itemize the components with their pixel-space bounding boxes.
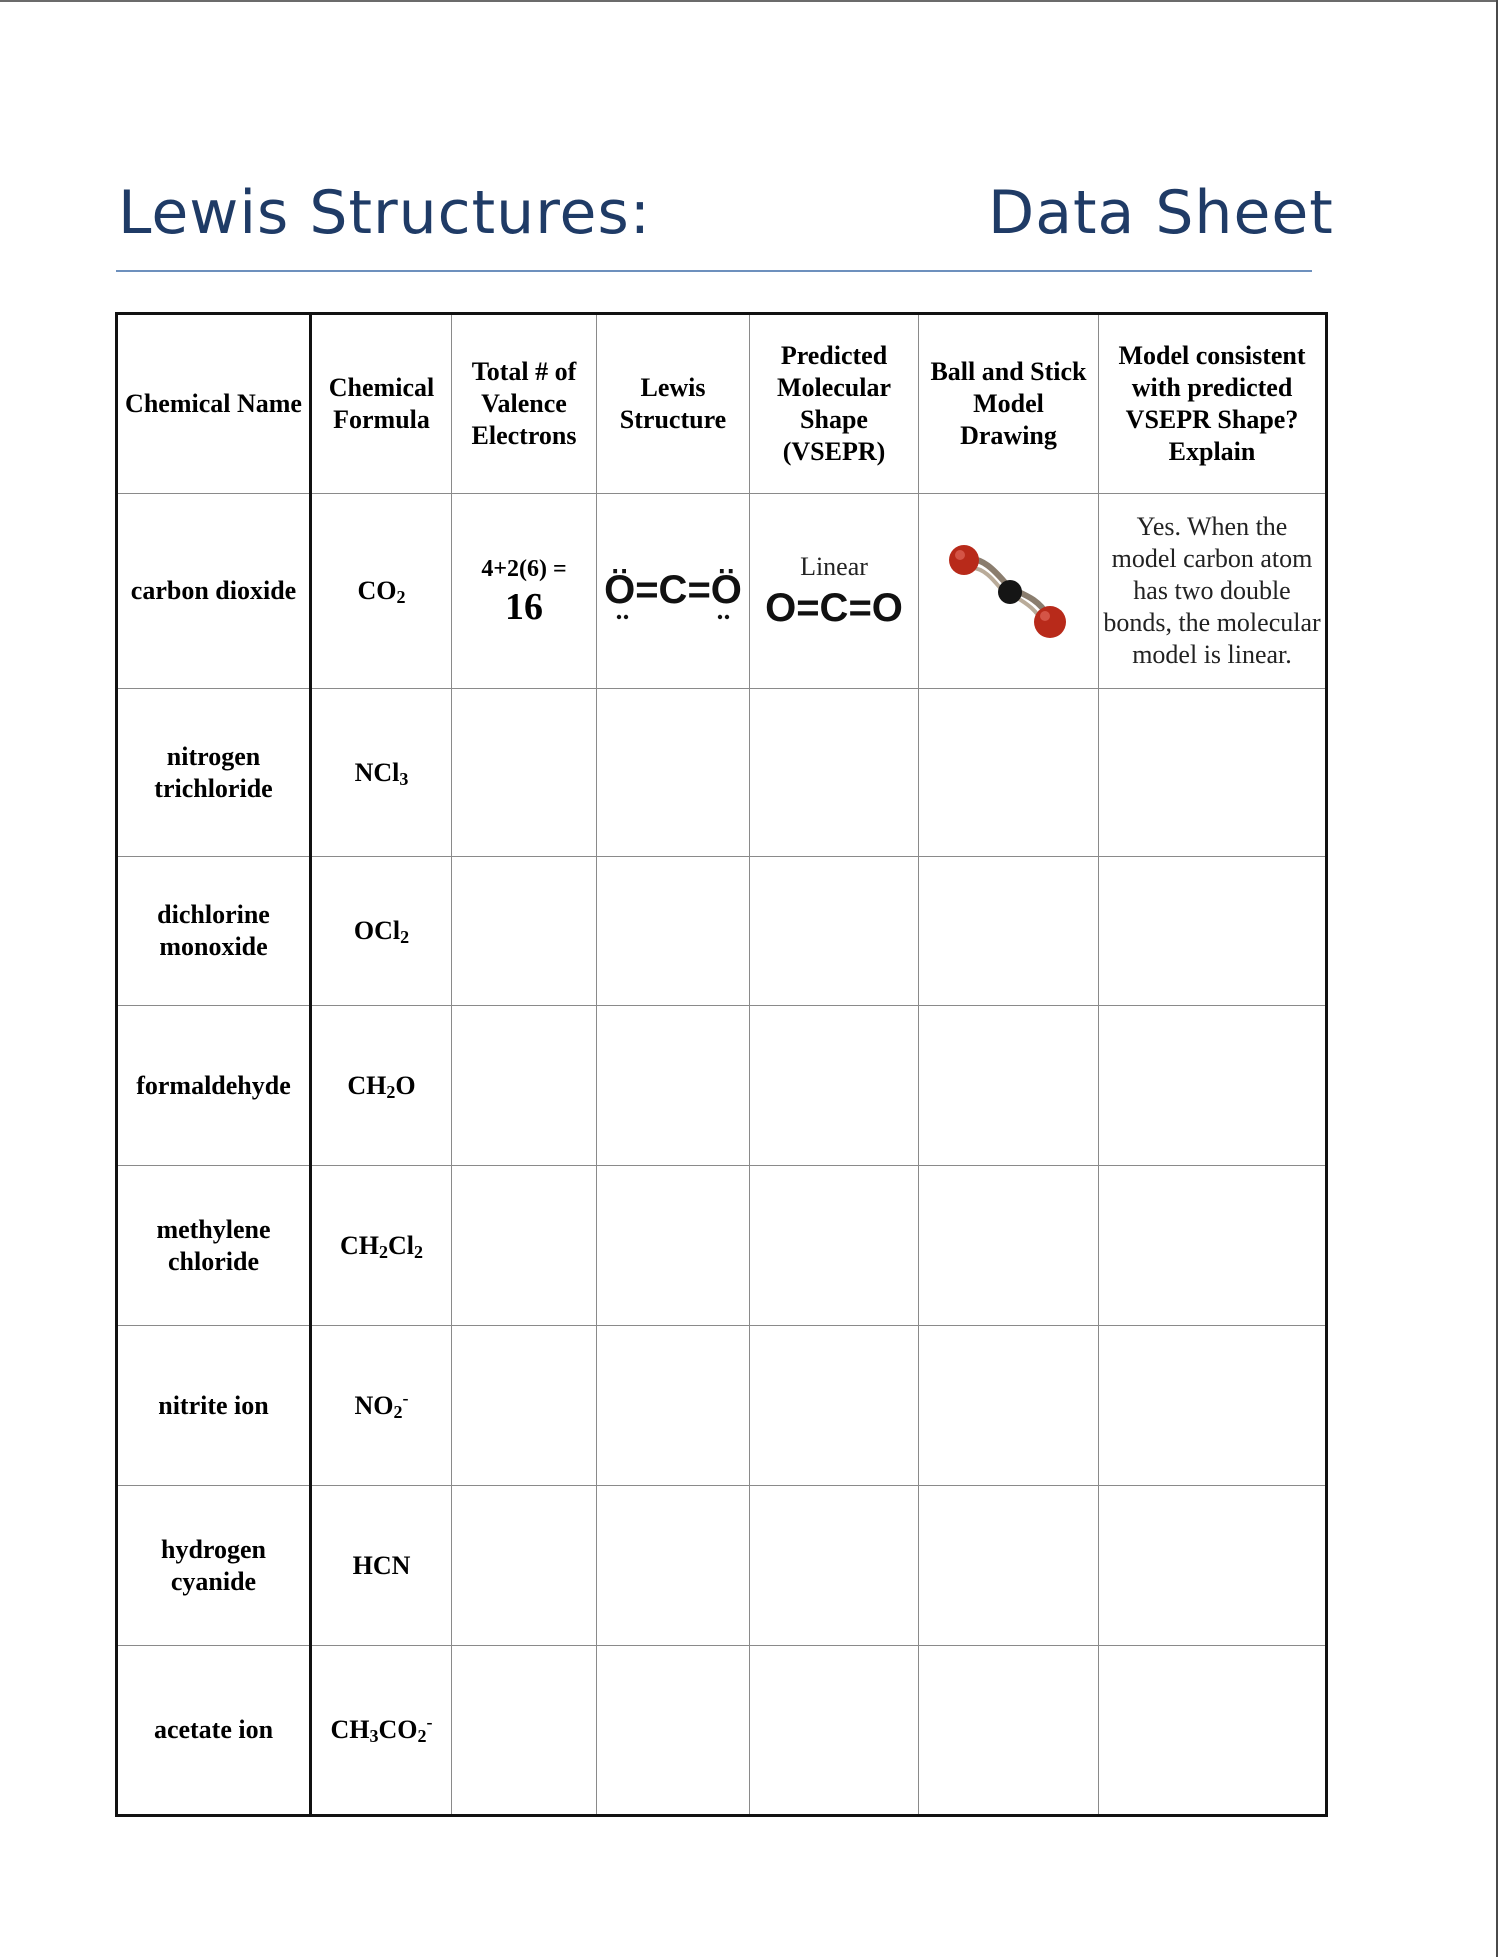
chemical-name-cell: nitrogen trichloride	[117, 689, 311, 857]
predicted-shape-cell[interactable]	[750, 1646, 919, 1816]
table-row	[117, 494, 1327, 689]
chemical-formula-cell	[311, 857, 452, 1006]
page-subtitle: Data Sheet	[988, 178, 1334, 248]
explanation-cell[interactable]	[1099, 689, 1327, 857]
formula-part: -	[402, 1387, 409, 1408]
explanation-cell[interactable]: Yes. When the model carbon atom has two double bonds, the molecular model is linear.	[1099, 494, 1327, 689]
chemical-name-cell: nitrite ion	[117, 1326, 311, 1486]
chemical-name-cell: acetate ion	[117, 1646, 311, 1816]
formula-part: 2	[396, 587, 406, 607]
formula-part: OCl	[353, 916, 401, 945]
formula-part: Cl	[388, 1230, 414, 1260]
chemical-formula-cell	[311, 1486, 452, 1646]
data-sheet-table	[115, 312, 1328, 1817]
chemical-formula-cell	[311, 1326, 452, 1486]
valence-cell[interactable]	[452, 1486, 597, 1646]
predicted-shape-cell[interactable]	[750, 857, 919, 1006]
ball-stick-cell[interactable]	[919, 1166, 1099, 1326]
ball-stick-cell[interactable]	[919, 857, 1099, 1006]
explanation-cell[interactable]	[1099, 1166, 1327, 1326]
predicted-shape-cell[interactable]	[750, 494, 919, 689]
valence-total: 16	[505, 586, 543, 628]
formula-part: O	[395, 1070, 416, 1100]
formula-part: 2	[417, 1726, 427, 1746]
column-header-model: Ball and Stick Model Drawing	[919, 314, 1099, 494]
chemical-formula-cell	[311, 1006, 452, 1166]
table-row	[117, 1166, 1327, 1326]
column-header-formula: Chemical Formula	[311, 314, 452, 494]
formula-part: 3	[369, 1726, 379, 1746]
lewis-structure-text: Ö=C=Ö	[604, 568, 742, 612]
lewis-structure-cell[interactable]	[597, 1006, 750, 1166]
formula-part: 2	[386, 1081, 396, 1102]
predicted-shape-cell[interactable]	[750, 1326, 919, 1486]
lewis-structure-cell[interactable]	[597, 494, 750, 689]
column-header-shape: Predicted Molecular Shape (VSEPR)	[750, 314, 919, 494]
formula-part: CH	[347, 1070, 387, 1100]
explanation-cell[interactable]	[1099, 857, 1327, 1006]
explanation-cell[interactable]	[1099, 1646, 1327, 1816]
formula-part: CH	[340, 1230, 379, 1260]
valence-cell[interactable]	[452, 1646, 597, 1816]
formula-part: NCl	[354, 757, 400, 787]
column-header-lewis: Lewis Structure	[597, 314, 750, 494]
lewis-structure-cell[interactable]	[597, 1646, 750, 1816]
column-header-explain: Model consistent with predicted VSEPR Shape? Explain	[1099, 314, 1327, 494]
explanation-cell[interactable]	[1099, 1326, 1327, 1486]
shape-formula: O=C=O	[765, 586, 903, 630]
lewis-structure-cell[interactable]	[597, 1486, 750, 1646]
table-row	[117, 1006, 1327, 1166]
chemical-formula-cell	[311, 1646, 452, 1816]
page-edge-top	[0, 0, 1498, 2]
formula-part: 2	[400, 927, 410, 947]
chemical-name-cell: carbon dioxide	[117, 494, 311, 689]
chemical-name-cell: dichlorine monoxide	[117, 857, 311, 1006]
shape-name: Linear	[800, 552, 868, 581]
ball-stick-cell[interactable]	[919, 1326, 1099, 1486]
chemical-name-cell: methylene chloride	[117, 1166, 311, 1326]
valence-cell[interactable]	[452, 1326, 597, 1486]
page-title: Lewis Structures:	[118, 178, 651, 248]
table-row	[117, 1486, 1327, 1646]
valence-cell[interactable]	[452, 1166, 597, 1326]
formula-part: HCN	[352, 1550, 411, 1580]
predicted-shape-cell[interactable]	[750, 1166, 919, 1326]
formula-part: -	[426, 1712, 433, 1732]
chemical-name-cell: formaldehyde	[117, 1006, 311, 1166]
formula-part: 2	[379, 1241, 388, 1262]
chemical-formula-cell	[311, 1166, 452, 1326]
formula-part: CO	[357, 576, 397, 605]
explanation-cell[interactable]	[1099, 1486, 1327, 1646]
lewis-structure-cell[interactable]	[597, 1166, 750, 1326]
valence-expression: 4+2(6) =	[481, 556, 567, 582]
lewis-structure-cell[interactable]	[597, 857, 750, 1006]
table-row	[117, 857, 1327, 1006]
header-row	[117, 314, 1327, 494]
formula-part: 2	[393, 1401, 403, 1422]
ball-stick-cell[interactable]	[919, 1486, 1099, 1646]
table-row	[117, 1646, 1327, 1816]
chemical-formula-cell	[311, 689, 452, 857]
valence-cell[interactable]	[452, 494, 597, 689]
formula-part: CO	[378, 1715, 418, 1744]
chemical-name-cell: hydrogen cyanide	[117, 1486, 311, 1646]
column-header-name: Chemical Name	[117, 314, 311, 494]
formula-part: CH	[330, 1715, 370, 1744]
formula-part: 3	[399, 768, 409, 789]
table-row	[117, 689, 1327, 857]
co2-lewis-structure	[603, 561, 743, 621]
predicted-shape-cell[interactable]	[750, 1486, 919, 1646]
lone-pair-dots-icon	[617, 615, 729, 619]
valence-cell[interactable]	[452, 689, 597, 857]
ball-stick-cell[interactable]	[919, 1006, 1099, 1166]
ball-stick-cell[interactable]	[919, 494, 1099, 689]
formula-part: 2	[414, 1241, 423, 1262]
ball-stick-cell[interactable]	[919, 1646, 1099, 1816]
explanation-cell[interactable]	[1099, 1006, 1327, 1166]
co2-ball-stick-model-icon	[944, 534, 1074, 644]
valence-cell[interactable]	[452, 1006, 597, 1166]
table-row	[117, 1326, 1327, 1486]
predicted-shape-cell[interactable]	[750, 1006, 919, 1166]
ball-stick-cell[interactable]	[919, 689, 1099, 857]
formula-part: NO	[354, 1390, 394, 1420]
column-header-valence: Total # of Valence Electrons	[452, 314, 597, 494]
lewis-structure-cell[interactable]	[597, 689, 750, 857]
lewis-structure-cell[interactable]	[597, 1326, 750, 1486]
title-rule	[116, 270, 1312, 272]
chemical-formula-cell	[311, 494, 452, 689]
valence-cell[interactable]	[452, 857, 597, 1006]
predicted-shape-cell[interactable]	[750, 689, 919, 857]
